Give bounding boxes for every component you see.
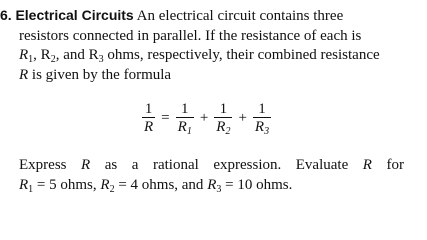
resistor-symbol: R xyxy=(19,47,29,63)
problem-line-3 xyxy=(0,46,404,66)
problem-statement xyxy=(0,6,404,85)
task-line-2 xyxy=(0,176,404,196)
task-line-1 xyxy=(0,156,404,176)
problem-text: is given by the formula xyxy=(28,66,172,83)
denominator xyxy=(214,118,232,136)
problem-text: , and R xyxy=(55,47,99,63)
resistor-symbol: R xyxy=(19,176,29,193)
subscript: 2 xyxy=(50,54,56,65)
resistor-letter: R xyxy=(254,118,265,135)
fraction-one-over-r1 xyxy=(176,101,194,136)
resistance-symbol: R xyxy=(362,157,372,173)
numerator: 1 xyxy=(180,100,189,117)
subscript: 1 xyxy=(28,183,34,195)
task-text: = 10 ohms. xyxy=(221,176,293,193)
denominator xyxy=(176,118,194,136)
fraction-one-over-r3 xyxy=(253,101,271,136)
task-statement xyxy=(0,156,404,195)
numerator: 1 xyxy=(258,100,266,117)
task-word: Express xyxy=(19,157,67,173)
task-word: Evaluate xyxy=(295,157,349,173)
subscript: 3 xyxy=(264,125,270,137)
problem-text: , R xyxy=(33,47,51,63)
resistor-letter: R xyxy=(177,118,187,135)
problem-line-1 xyxy=(0,6,404,27)
subscript: 1 xyxy=(186,125,192,137)
resistor-symbol: R xyxy=(207,176,217,193)
fraction-one-over-r xyxy=(142,101,155,136)
numerator: 1 xyxy=(144,100,153,117)
equals-sign: = xyxy=(161,109,170,126)
subscript: 1 xyxy=(28,54,34,65)
problem-line-2: resistors connected in parallel. If the resistance of each is xyxy=(19,27,362,44)
subscript: 2 xyxy=(109,183,115,195)
problem-number: 6. xyxy=(0,7,12,23)
plus-sign: + xyxy=(199,109,209,126)
subscript: 3 xyxy=(98,54,104,65)
denominator xyxy=(253,118,271,136)
resistor-letter: R xyxy=(216,118,226,135)
subscript: 2 xyxy=(225,125,231,137)
task-word: rational xyxy=(152,157,199,173)
task-word: a xyxy=(131,157,139,173)
task-text: = 4 ohms, and xyxy=(114,176,208,193)
task-word: for xyxy=(386,157,404,173)
resistance-symbol: R xyxy=(19,66,29,83)
task-text: = 5 ohms, xyxy=(33,176,101,193)
numerator: 1 xyxy=(219,100,228,117)
fraction-one-over-r2 xyxy=(214,101,232,136)
task-word: expression. xyxy=(213,157,282,173)
problem-text: An electrical circuit contains three xyxy=(136,8,344,24)
resistance-formula xyxy=(142,95,271,141)
resistance-symbol: R xyxy=(81,157,91,173)
plus-sign: + xyxy=(238,109,247,126)
denominator: R xyxy=(144,118,154,135)
problem-text: ohms, respectively, their combined resistance xyxy=(103,47,380,63)
problem-title: Electrical Circuits xyxy=(15,7,134,23)
task-word: as xyxy=(104,157,118,173)
resistor-symbol: R xyxy=(100,176,110,193)
subscript: 3 xyxy=(216,183,222,195)
problem-line-4 xyxy=(0,66,404,86)
